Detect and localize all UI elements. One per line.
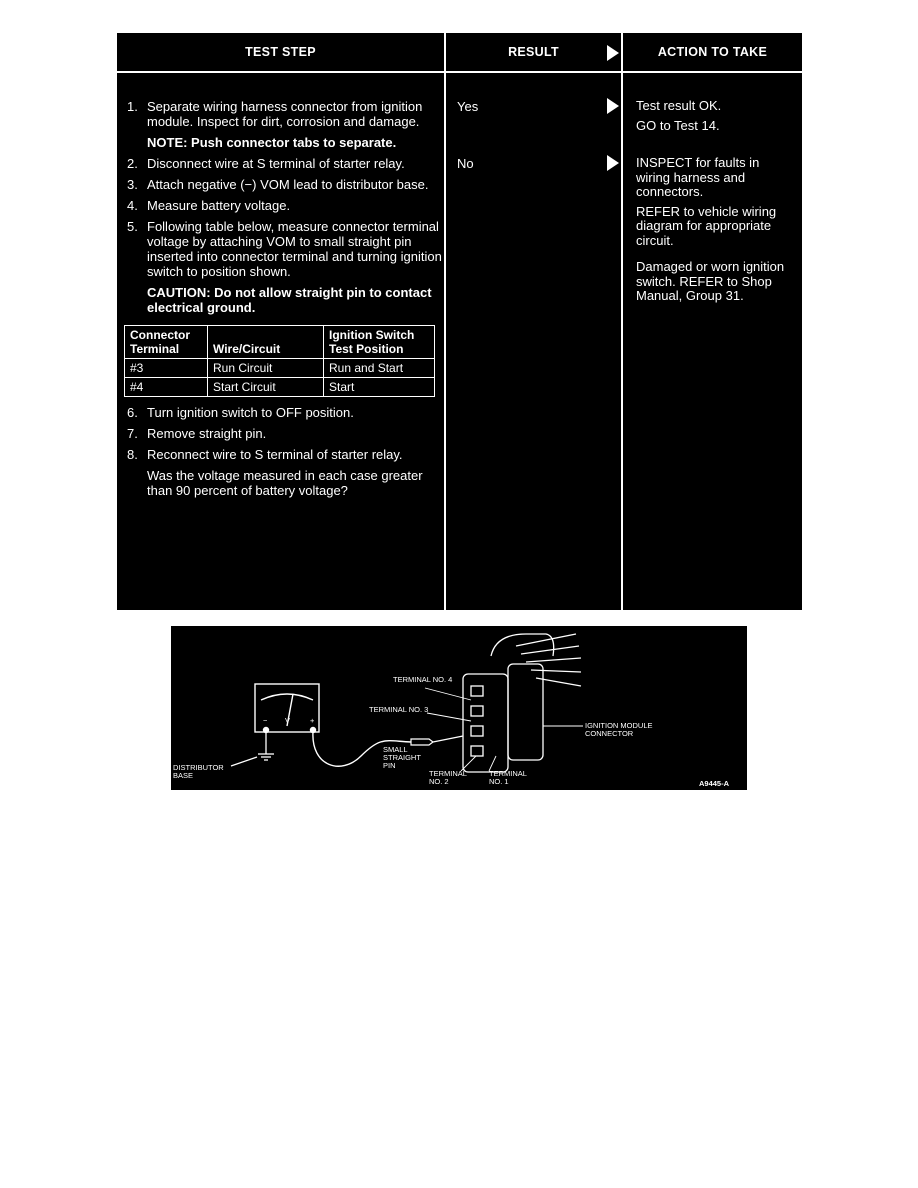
header-action: ACTION TO TAKE xyxy=(657,45,768,59)
step-3: 3. Attach negative (−) VOM lead to distributor base. xyxy=(127,177,429,192)
col-ignition-position: Ignition Switch Test Position xyxy=(324,326,435,359)
step-5: 5. Following table below, measure connector terminal voltage by attaching VOM to small straight pin inserted into connector terminal and turning ignition switch to position shown. xyxy=(127,219,442,279)
ground-icon xyxy=(231,732,274,766)
step-2: 2. Disconnect wire at S terminal of starter relay. xyxy=(127,156,405,171)
col-wire-circuit: Wire/Circuit xyxy=(208,326,324,359)
action-no: INSPECT for faults in wiring harness and connectors. REFER to vehicle wiring diagram for appropriate circuit. Damaged or worn ignition switch. REFER to Shop Manual, Group 31. xyxy=(636,155,785,303)
result-yes: Yes xyxy=(457,99,479,114)
test-steps xyxy=(127,99,442,504)
test-table xyxy=(117,33,802,610)
header-result: RESULT xyxy=(508,45,559,59)
arrow-right-icon xyxy=(607,98,619,114)
table-row: #4 Start Circuit Start xyxy=(125,378,435,397)
question: Was the voltage measured in each case greater than 90 percent of battery voltage? xyxy=(147,468,423,498)
result-no: No xyxy=(457,156,474,171)
figure-id: A9445-A xyxy=(699,779,730,788)
step-7: 7. Remove straight pin. xyxy=(127,426,267,441)
arrow-right-icon xyxy=(607,45,619,61)
terminal-voltage-table xyxy=(124,325,435,397)
header-test-step: TEST STEP xyxy=(245,45,316,59)
step-4: 4. Measure battery voltage. xyxy=(127,198,291,213)
step-1: 1. Separate wiring harness connector from ignition module. Inspect for dirt, corrosion and damage. xyxy=(127,99,423,129)
label-terminal-3: TERMINAL NO. 3 xyxy=(369,705,429,714)
label-terminal-1: TERMINAL NO. 1 xyxy=(489,769,527,786)
label-straight-pin: SMALL STRAIGHT PIN xyxy=(383,745,421,770)
table-row: #3 Run Circuit Run and Start xyxy=(125,359,435,378)
table-header-row xyxy=(125,326,435,359)
label-distributor-base: DISTRIBUTOR BASE xyxy=(173,763,224,780)
step-8: 8. Reconnect wire to S terminal of starter relay. xyxy=(127,447,403,462)
column-divider xyxy=(444,33,446,610)
label-terminal-4: TERMINAL NO. 4 xyxy=(393,675,453,684)
meter-minus-label: − xyxy=(263,716,268,725)
connector-icon xyxy=(463,634,581,772)
wiring-figure xyxy=(171,626,747,790)
caution: CAUTION: Do not allow straight pin to contact electrical ground. xyxy=(147,285,432,315)
meter-v-label: V xyxy=(285,716,291,725)
header-divider xyxy=(117,71,802,73)
voltmeter-icon xyxy=(255,684,319,733)
meter-plus-label: + xyxy=(310,716,315,725)
step-6: 6. Turn ignition switch to OFF position. xyxy=(127,405,354,420)
arrow-right-icon xyxy=(607,155,619,171)
label-terminal-2: TERMINAL NO. 2 xyxy=(429,769,467,786)
label-ignition-connector: IGNITION MODULE CONNECTOR xyxy=(585,721,653,738)
column-divider xyxy=(621,33,623,610)
col-connector-terminal: Connector Terminal xyxy=(125,326,208,359)
action-yes: Test result OK. GO to Test 14. xyxy=(636,98,722,133)
note: NOTE: Push connector tabs to separate. xyxy=(147,135,397,150)
connector-diagram xyxy=(171,626,747,790)
